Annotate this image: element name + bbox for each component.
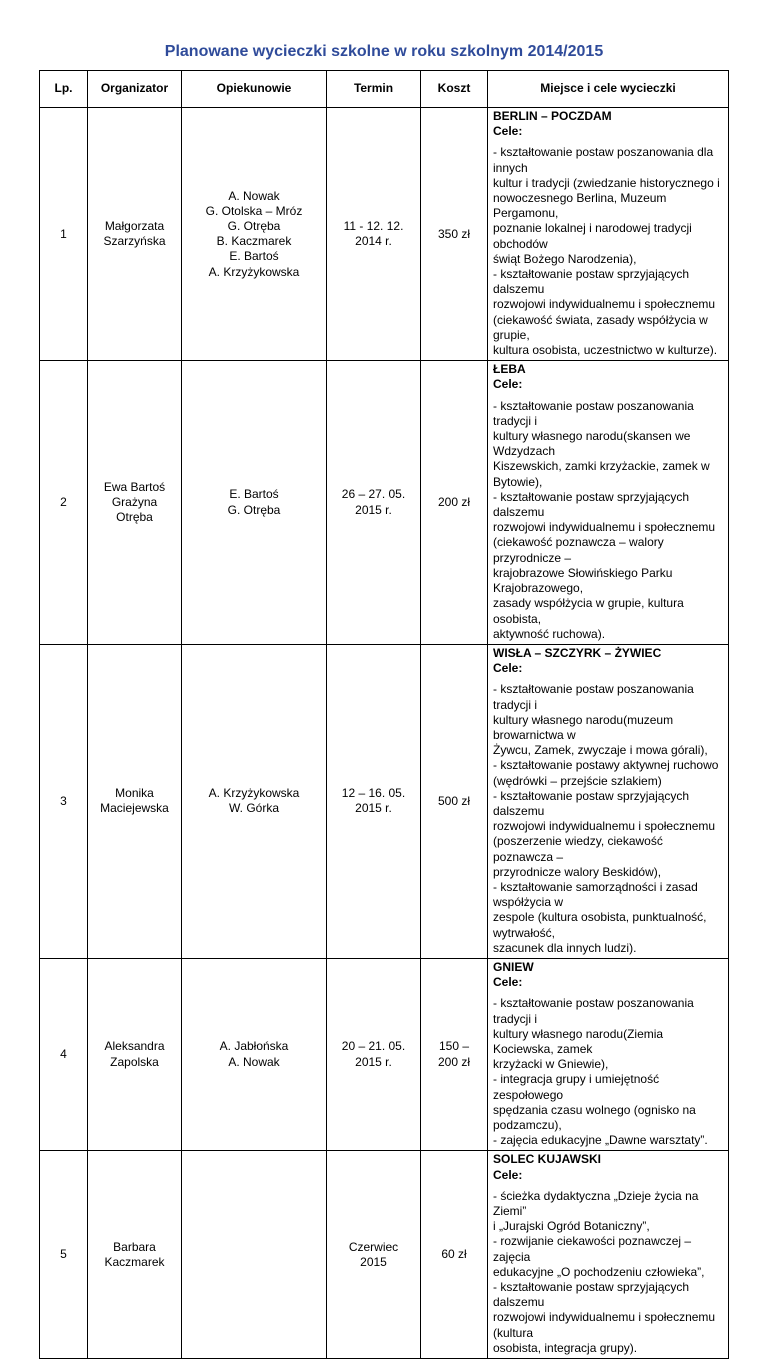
goal-line: - integracja grupy i umiejętność zespołowego [493,1072,660,1102]
table-header-row [40,71,729,108]
cost-cell: 200 zł [421,361,488,645]
supervisors-cell: E. Bartoś G. Otręba [182,361,327,645]
supervisors-cell: A. Krzyżykowska W. Górka [182,644,327,958]
table-row [40,958,729,1150]
goal-line: (ciekawość świata, zasady współżycia w grupie, [493,312,708,342]
header-lp: Lp. [40,71,88,108]
goal-line: zespole (kultura osobista, punktualność, wytrwałość, [493,910,707,940]
trips-table [39,70,729,1359]
trip-destination: BERLIN – POCZDAM [493,109,612,123]
goal-line: (ciekawość poznawcza – walory przyrodnicze – [493,535,664,565]
trip-description-cell [488,958,729,1150]
row-number: 1 [40,108,88,361]
header-term: Termin [327,71,421,108]
goals-label: Cele: [493,1167,523,1182]
supervisors-cell [182,1151,327,1359]
goal-line: - kształtowanie postaw sprzyjających dalszemu [493,1280,690,1310]
trip-destination: SOLEC KUJAWSKI [493,1152,602,1167]
goal-line: Kiszewskich, zamki krzyżackie, zamek w Bytowie), [493,459,710,489]
trip-destination: ŁEBA [493,362,526,377]
goal-line: krajobrazowe Słowińskiego Parku Krajobrazowego, [493,565,673,596]
goal-line: - kształtowanie postaw poszanowania tradycji i [493,398,694,428]
trip-destination: GNIEW [493,959,534,974]
goal-line: rozwojowi indywidualnemu i społecznemu [493,819,716,834]
goal-line: szacunek dla innych ludzi). [493,940,637,955]
table-row [40,108,729,361]
goals-label: Cele: [493,661,523,676]
goal-line: kultur i tradycji (zwiedzanie historycznego i [493,175,720,190]
goal-line: nowoczesnego Berlina, Muzeum Pergamonu, [493,191,667,221]
goal-line: świąt Bożego Narodzenia), [493,251,637,266]
trip-description-cell [488,1151,729,1359]
goals-label: Cele: [493,377,523,392]
goal-line: (poszerzenie wiedzy, ciekawość poznawcza – [493,834,663,864]
term-cell: 11 - 12. 12. 2014 r. [327,108,421,361]
goal-line: przyrodnicze walory Beskidów), [493,864,662,879]
goal-line: - ścieżka dydaktyczna „Dzieje życia na Ziemi” [493,1188,699,1219]
goal-line: rozwojowi indywidualnemu i społecznemu [493,297,716,312]
goal-line: Żywcu, Zamek, zwyczaje i mowa górali), [493,743,708,758]
goal-line: kultury własnego narodu(muzeum browarnictwa w [493,712,674,742]
header-supervisors: Opiekunowie [182,71,327,108]
goal-line: - kształtowanie postawy aktywnej ruchowo [493,758,719,773]
trip-description-cell [488,361,729,645]
supervisors-cell: A. Jabłońska A. Nowak [182,958,327,1150]
cost-cell: 60 zł [421,1151,488,1359]
goal-line: - kształtowanie postaw sprzyjających dalszemu [493,489,690,520]
goal-line: - kształtowanie samorządności i zasad współżycia w [493,879,698,910]
goal-line: kultury własnego narodu(skansen we Wdzydzach [493,429,691,459]
header-place: Miejsce i cele wycieczki [488,71,729,108]
goals-label: Cele: [493,124,523,139]
row-number: 3 [40,644,88,958]
goal-line: - kształtowanie postaw poszanowania tradycji i [493,682,694,712]
goals-label: Cele: [493,975,523,990]
row-number: 2 [40,361,88,645]
goal-line: - kształtowanie postaw sprzyjających dalszemu [493,267,690,297]
supervisors-cell: A. Nowak G. Otolska – Mróz G. Otręba B. Kaczmarek E. Bartoś A. Krzyżykowska [182,108,327,361]
header-organizer: Organizator [88,71,182,108]
organizer-cell: Małgorzata Szarzyńska [88,108,182,361]
goal-line: poznanie lokalnej i narodowej tradycji obchodów [493,221,692,251]
goal-line: - kształtowanie postaw poszanowania tradycji i [493,996,694,1026]
cost-cell: 350 zł [421,108,488,361]
organizer-cell: Monika Maciejewska [88,644,182,958]
goal-line: spędzania czasu wolnego (ognisko na podzamczu), [493,1102,696,1132]
goal-line: aktywność ruchowa). [493,626,606,641]
page-title: Planowane wycieczki szkolne w roku szkolnym 2014/2015 [164,43,604,60]
cost-cell: 150 – 200 zł [421,958,488,1150]
organizer-cell: Ewa Bartoś Grażyna Otręba [88,361,182,645]
header-cost: Koszt [421,71,488,108]
goal-line: kultury własnego narodu(Ziemia Kociewska, zamek [493,1026,664,1056]
term-cell: Czerwiec 2015 [327,1151,421,1359]
trip-destination: WISŁA – SZCZYRK – ŻYWIEC [493,645,662,660]
trip-description-cell [488,644,729,958]
goal-line: zasady współżycia w grupie, kultura osobista, [493,596,684,626]
goal-line: i „Jurajski Ogród Botaniczny”, [493,1219,650,1234]
cost-cell: 500 zł [421,644,488,958]
goal-line: kultura osobista, uczestnictwo w kulturze). [493,343,718,358]
goal-line: (wędrówki – przejście szlakiem) [493,773,662,788]
term-cell: 26 – 27. 05. 2015 r. [327,361,421,645]
trip-description-cell [488,108,729,361]
row-number: 4 [40,958,88,1150]
table-row [40,361,729,645]
table-row [40,1151,729,1359]
goal-line: - kształtowanie postaw poszanowania dla innych [493,145,714,175]
term-cell: 12 – 16. 05. 2015 r. [327,644,421,958]
organizer-cell: Aleksandra Zapolska [88,958,182,1150]
goal-line: - kształtowanie postaw sprzyjających dalszemu [493,788,690,818]
goal-line: rozwojowi indywidualnemu i społecznemu [493,520,716,535]
term-cell: 20 – 21. 05. 2015 r. [327,958,421,1150]
organizer-cell: Barbara Kaczmarek [88,1151,182,1359]
goal-line: - rozwijanie ciekawości poznawczej – zajęcia [493,1234,692,1264]
goal-line: edukacyjne „O pochodzeniu człowieka”, [493,1264,705,1279]
goal-line: krzyżacki w Gniewie), [493,1057,609,1072]
goal-line: - zajęcia edukacyjne „Dawne warsztaty”. [493,1133,708,1148]
goal-line: osobista, integracja grupy). [493,1340,638,1355]
goal-line: rozwojowi indywidualnemu i społecznemu (kultura [493,1310,716,1340]
row-number: 5 [40,1151,88,1359]
table-row [40,644,729,958]
